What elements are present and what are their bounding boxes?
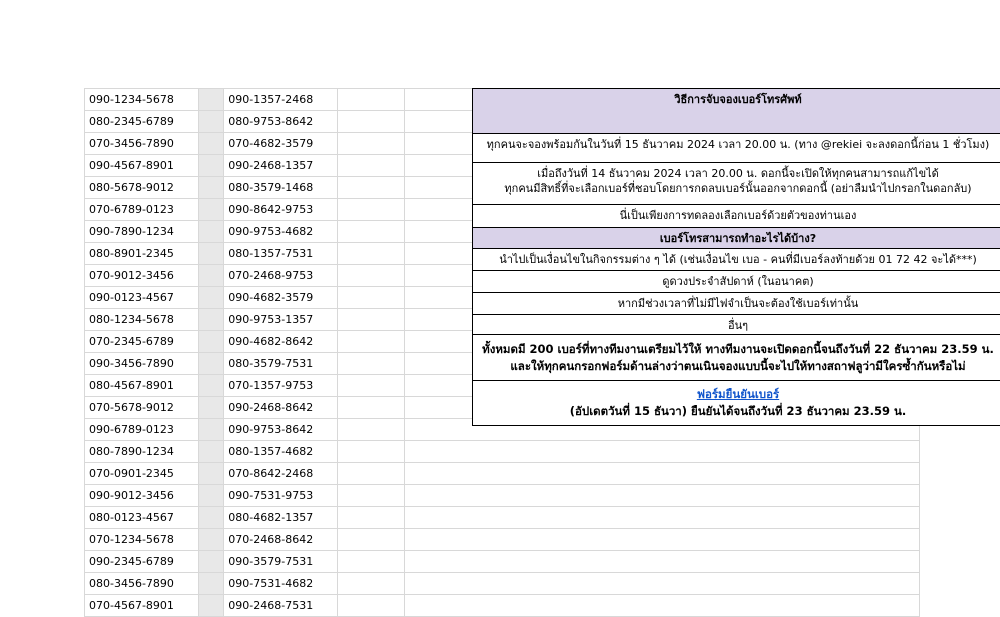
cell-phone-left[interactable]: 070-5678-9012 <box>85 397 199 419</box>
cell-empty-e[interactable] <box>404 507 919 529</box>
cell-phone-second[interactable]: 080-3579-1468 <box>224 177 338 199</box>
cell-phone-second[interactable]: 070-2468-9753 <box>224 265 338 287</box>
instructions-panel <box>472 88 1000 338</box>
cell-empty-d[interactable] <box>337 199 404 221</box>
cell-spacer[interactable] <box>198 177 224 199</box>
cell-spacer[interactable] <box>198 353 224 375</box>
cell-spacer[interactable] <box>198 419 224 441</box>
cell-phone-second[interactable]: 080-1357-7531 <box>224 243 338 265</box>
cell-spacer[interactable] <box>198 309 224 331</box>
cell-empty-d[interactable] <box>337 287 404 309</box>
cell-phone-left[interactable]: 070-0901-2345 <box>85 463 199 485</box>
cell-phone-second[interactable]: 090-3579-7531 <box>224 551 338 573</box>
cell-empty-d[interactable] <box>337 529 404 551</box>
cell-empty-d[interactable] <box>337 111 404 133</box>
confirm-form-link[interactable]: ฟอร์มยืนยันเบอร์ <box>696 387 780 401</box>
cell-phone-left[interactable]: 080-2345-6789 <box>85 111 199 133</box>
cell-empty-e[interactable] <box>404 529 919 551</box>
panel-section-line-3: หากมีช่วงเวลาที่ไม่มีไฟจำเป็นจะต้องใช้เบอร์เท่านั้น <box>473 293 1000 315</box>
cell-empty-d[interactable] <box>337 441 404 463</box>
cell-empty-e[interactable] <box>404 573 919 595</box>
cell-phone-second[interactable]: 090-4682-8642 <box>224 331 338 353</box>
cell-empty-d[interactable] <box>337 331 404 353</box>
confirmation-notice <box>472 334 1000 426</box>
cell-phone-left[interactable]: 080-1234-5678 <box>85 309 199 331</box>
notice-line-1: ทั้งหมดมี 200 เบอร์ที่ทางทีมงานเตรียมไว้ให้ ทางทีมงานจะเปิดดอกนี้จนถึงวันที่ 22 ธันวาคม 23.59 น. <box>482 342 994 356</box>
cell-empty-d[interactable] <box>337 309 404 331</box>
cell-phone-second[interactable]: 080-1357-4682 <box>224 441 338 463</box>
panel-section-line-1: นำไปเป็นเงื่อนไขในกิจกรรมต่าง ๆ ได้ (เช่นเงื่อนไข เบอ - คนที่มีเบอร์ลงท้ายด้วย 01 72 42 จะได้***) <box>473 249 1000 271</box>
spreadsheet-area <box>84 88 994 617</box>
panel-title: วิธีการจับจองเบอร์โทรศัพท์ <box>473 89 1000 134</box>
cell-empty-e[interactable] <box>404 595 919 617</box>
cell-spacer[interactable] <box>198 89 224 111</box>
cell-empty-d[interactable] <box>337 243 404 265</box>
cell-empty-d[interactable] <box>337 551 404 573</box>
cell-phone-left[interactable]: 070-2345-6789 <box>85 331 199 353</box>
table-row[interactable] <box>85 551 920 573</box>
cell-phone-left[interactable]: 090-1234-5678 <box>85 89 199 111</box>
cell-spacer[interactable] <box>198 111 224 133</box>
cell-empty-d[interactable] <box>337 397 404 419</box>
notice-link-row <box>481 386 995 403</box>
cell-spacer[interactable] <box>198 133 224 155</box>
cell-phone-left[interactable]: 070-6789-0123 <box>85 199 199 221</box>
panel-line-3: ทุกคนมีสิทธิ์ที่จะเลือกเบอร์ที่ชอบโดยการกดลบเบอร์นั้นออกจากดอกนี้ (อย่าลืมนำไปกรอกในดอกลับ) <box>504 182 972 195</box>
notice-line-3: (อัปเดตวันที่ 15 ธันวา) ยืนยันได้จนถึงวันที่ 23 ธันวาคม 23.59 น. <box>569 404 907 418</box>
cell-empty-e[interactable] <box>404 441 919 463</box>
panel-section-line-2: ดูดวงประจำสัปดาห์ (ในอนาคต) <box>473 271 1000 293</box>
table-row[interactable] <box>85 507 920 529</box>
table-row[interactable] <box>85 463 920 485</box>
cell-phone-second[interactable]: 090-2468-1357 <box>224 155 338 177</box>
cell-empty-d[interactable] <box>337 573 404 595</box>
cell-spacer[interactable] <box>198 375 224 397</box>
cell-spacer[interactable] <box>198 573 224 595</box>
cell-phone-left[interactable]: 090-3456-7890 <box>85 353 199 375</box>
cell-phone-left[interactable]: 080-8901-2345 <box>85 243 199 265</box>
cell-spacer[interactable] <box>198 551 224 573</box>
cell-phone-left[interactable]: 090-0123-4567 <box>85 287 199 309</box>
cell-phone-second[interactable]: 090-1357-2468 <box>224 89 338 111</box>
cell-spacer[interactable] <box>198 155 224 177</box>
cell-phone-left[interactable]: 080-5678-9012 <box>85 177 199 199</box>
cell-empty-e[interactable] <box>404 485 919 507</box>
panel-line-1: ทุกคนจะจองพร้อมกันในวันที่ 15 ธันวาคม 2024 เวลา 20.00 น. (ทาง @rekiei จะลงดอกนี้ก่อน 1 ชั่วโมง) <box>473 134 1000 163</box>
cell-empty-d[interactable] <box>337 177 404 199</box>
table-row[interactable] <box>85 529 920 551</box>
cell-phone-second[interactable]: 070-1357-9753 <box>224 375 338 397</box>
cell-phone-second[interactable]: 090-7531-4682 <box>224 573 338 595</box>
cell-spacer[interactable] <box>198 595 224 617</box>
notice-divider <box>473 380 1000 381</box>
cell-spacer[interactable] <box>198 485 224 507</box>
panel-line-group-2 <box>473 163 1000 205</box>
cell-phone-second[interactable]: 090-9753-8642 <box>224 419 338 441</box>
cell-phone-left[interactable]: 090-4567-8901 <box>85 155 199 177</box>
cell-phone-second[interactable]: 070-2468-8642 <box>224 529 338 551</box>
cell-empty-d[interactable] <box>337 89 404 111</box>
cell-phone-second[interactable]: 080-9753-8642 <box>224 111 338 133</box>
cell-phone-left[interactable]: 090-9012-3456 <box>85 485 199 507</box>
cell-phone-left[interactable]: 090-7890-1234 <box>85 221 199 243</box>
cell-phone-left[interactable]: 080-7890-1234 <box>85 441 199 463</box>
cell-phone-second[interactable]: 070-4682-3579 <box>224 133 338 155</box>
cell-phone-second[interactable]: 090-8642-9753 <box>224 199 338 221</box>
notice-line-2: และให้ทุกคนกรอกฟอร์มด้านล่างว่าตนเนินจองแบบนี้จะไปให้ทางสถาฟลูว่ามีใครซ้ำกันหรือไม่ <box>510 359 966 373</box>
cell-empty-d[interactable] <box>337 485 404 507</box>
cell-phone-second[interactable]: 080-4682-1357 <box>224 507 338 529</box>
cell-phone-second[interactable]: 090-2468-8642 <box>224 397 338 419</box>
cell-phone-left[interactable]: 080-0123-4567 <box>85 507 199 529</box>
cell-spacer[interactable] <box>198 243 224 265</box>
table-row[interactable] <box>85 573 920 595</box>
cell-spacer[interactable] <box>198 529 224 551</box>
cell-phone-left[interactable]: 080-3456-7890 <box>85 573 199 595</box>
cell-empty-d[interactable] <box>337 463 404 485</box>
cell-empty-d[interactable] <box>337 221 404 243</box>
cell-spacer[interactable] <box>198 507 224 529</box>
panel-section-header: เบอร์โทรสามารถทำอะไรได้บ้าง? <box>473 228 1000 249</box>
cell-empty-e[interactable] <box>404 463 919 485</box>
cell-empty-d[interactable] <box>337 133 404 155</box>
cell-phone-left[interactable]: 070-9012-3456 <box>85 265 199 287</box>
cell-empty-e[interactable] <box>404 551 919 573</box>
cell-phone-left[interactable]: 070-4567-8901 <box>85 595 199 617</box>
cell-phone-second[interactable]: 080-3579-7531 <box>224 353 338 375</box>
panel-line-2: เมื่อถึงวันที่ 14 ธันวาคม 2024 เวลา 20.00 น. ดอกนี้จะเปิดให้ทุกคนสามารถแก้ไขได้ <box>537 167 939 180</box>
cell-empty-d[interactable] <box>337 595 404 617</box>
cell-empty-d[interactable] <box>337 265 404 287</box>
cell-phone-second[interactable]: 090-7531-9753 <box>224 485 338 507</box>
cell-empty-d[interactable] <box>337 353 404 375</box>
panel-section-line-4: อื่นๆ <box>727 319 749 332</box>
cell-spacer[interactable] <box>198 397 224 419</box>
cell-spacer[interactable] <box>198 441 224 463</box>
cell-phone-left[interactable]: 070-3456-7890 <box>85 133 199 155</box>
cell-phone-left[interactable]: 080-4567-8901 <box>85 375 199 397</box>
cell-spacer[interactable] <box>198 331 224 353</box>
cell-phone-second[interactable]: 070-8642-2468 <box>224 463 338 485</box>
cell-empty-d[interactable] <box>337 375 404 397</box>
cell-phone-second[interactable]: 090-2468-7531 <box>224 595 338 617</box>
cell-phone-second[interactable]: 090-9753-4682 <box>224 221 338 243</box>
cell-phone-second[interactable]: 090-9753-1357 <box>224 309 338 331</box>
cell-spacer[interactable] <box>198 221 224 243</box>
cell-spacer[interactable] <box>198 265 224 287</box>
table-row[interactable] <box>85 441 920 463</box>
cell-phone-left[interactable]: 090-2345-6789 <box>85 551 199 573</box>
table-row[interactable] <box>85 485 920 507</box>
cell-empty-d[interactable] <box>337 155 404 177</box>
cell-phone-second[interactable]: 090-4682-3579 <box>224 287 338 309</box>
cell-phone-left[interactable]: 070-1234-5678 <box>85 529 199 551</box>
cell-empty-d[interactable] <box>337 507 404 529</box>
panel-line-4: นี่เป็นเพียงการทดลองเลือกเบอร์ด้วยตัวของท่านเอง <box>473 205 1000 228</box>
cell-spacer[interactable] <box>198 463 224 485</box>
cell-phone-left[interactable]: 090-6789-0123 <box>85 419 199 441</box>
cell-empty-d[interactable] <box>337 419 404 441</box>
cell-spacer[interactable] <box>198 287 224 309</box>
table-row[interactable] <box>85 595 920 617</box>
cell-spacer[interactable] <box>198 199 224 221</box>
